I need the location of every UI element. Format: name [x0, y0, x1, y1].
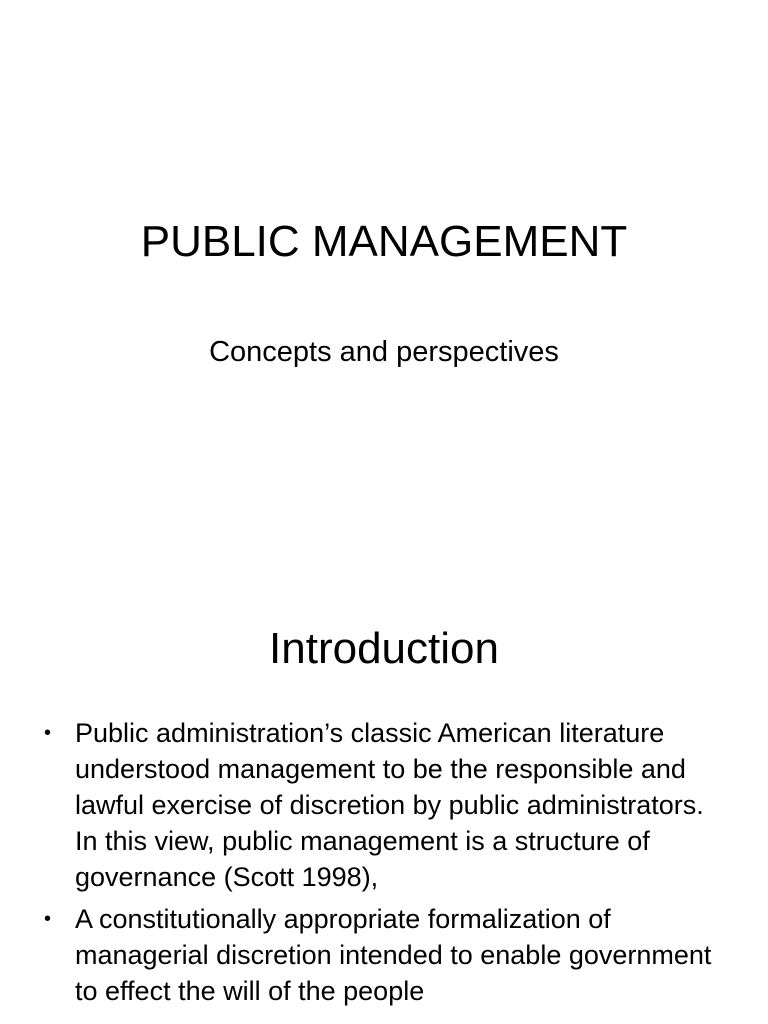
bullet-text: Public administration’s classic American literature understood management to be the responsible and lawful exercise of discretion by public administrators. In this view, public management is a structure of governance (Scott 1998),: [75, 718, 704, 892]
bullet-dot-icon: •: [44, 908, 52, 930]
bullet-list: [0, 715, 768, 1015]
bullet-item: [0, 715, 768, 895]
introduction-title: Introduction: [269, 624, 499, 673]
introduction-slide: [0, 576, 768, 1024]
bullet-item: [0, 901, 768, 1009]
slide-subtitle: Concepts and perspectives: [209, 336, 559, 368]
slide-title: PUBLIC MANAGEMENT: [140, 217, 628, 266]
bullet-text: A constitutionally appropriate formalization of managerial discretion intended to enable government to effect the will of the people: [75, 904, 712, 1006]
bullet-dot-icon: •: [44, 722, 52, 744]
